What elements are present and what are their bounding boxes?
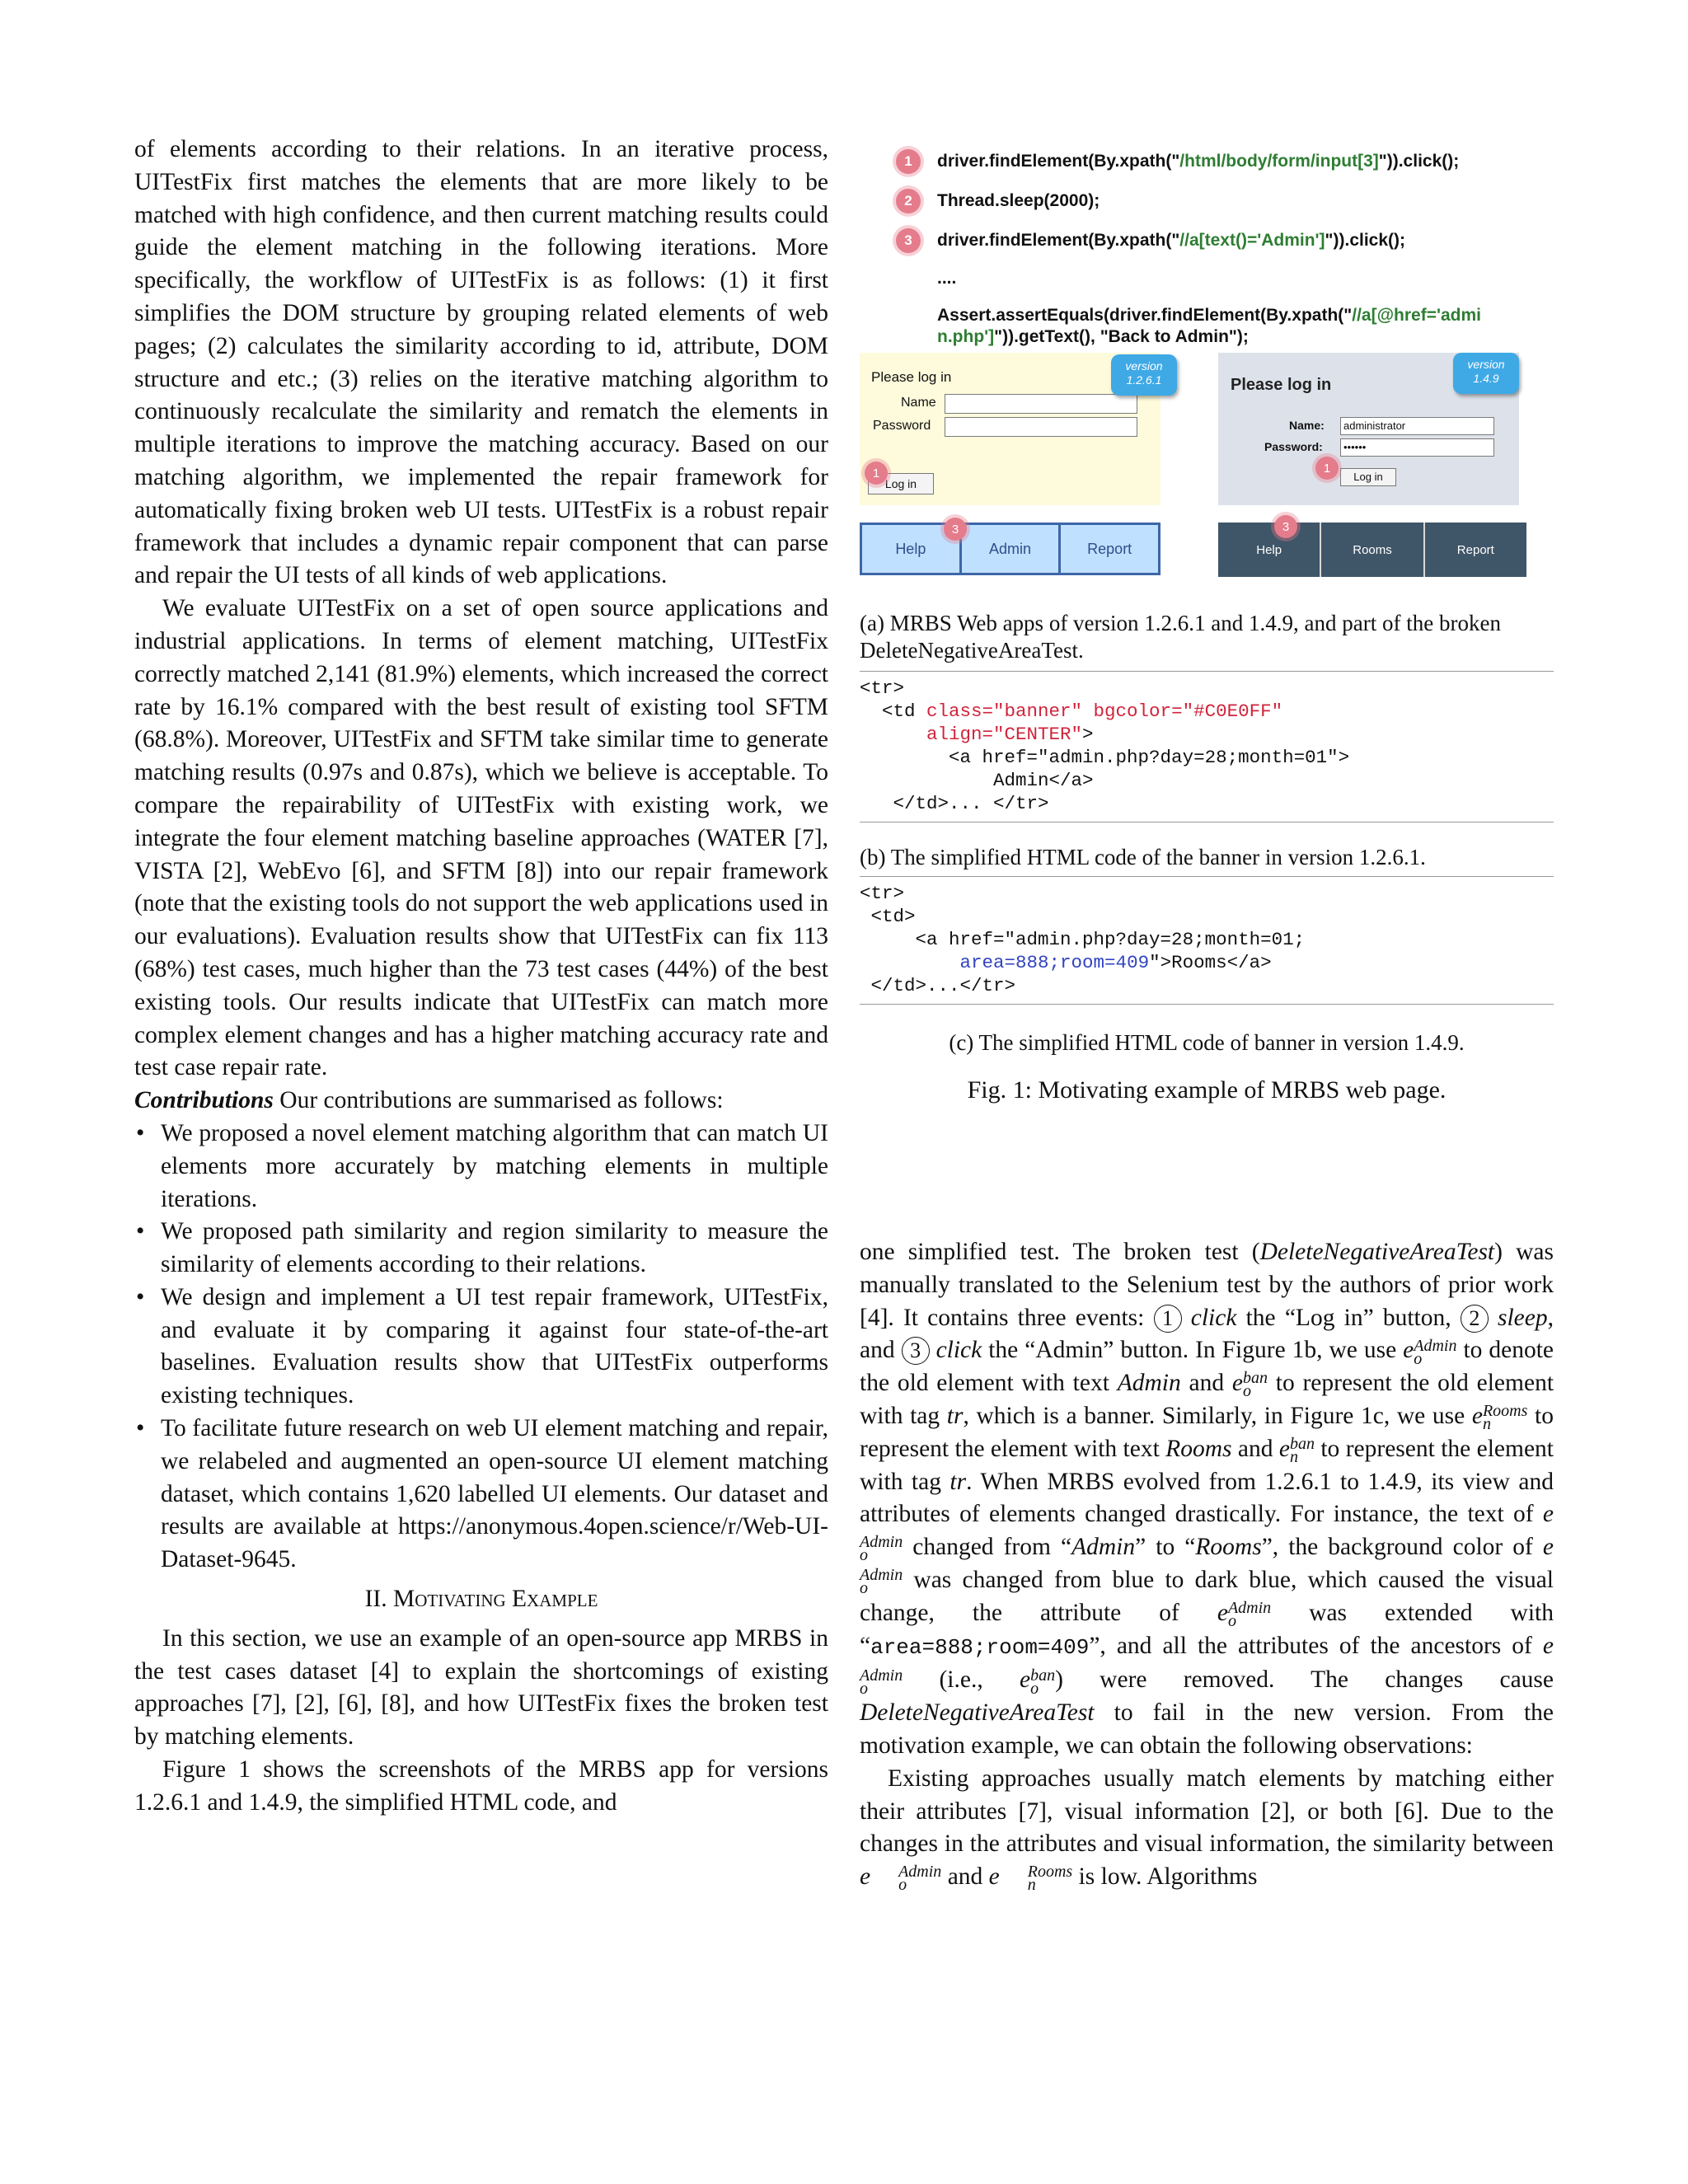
sup: Admin [860,1666,903,1685]
math-index [1242,1369,1268,1401]
right-column-text [860,1236,1554,1894]
sub: o [898,1876,907,1895]
step-code-suffix: ")).click(); [1378,152,1460,171]
math-e: e [988,1863,1000,1891]
contributions-label: Contributions [134,1087,274,1114]
math-index [1482,1402,1528,1434]
code-attr: align="CENTER" [860,724,1083,745]
old-version-badge [1111,354,1177,396]
text-run: was extended with “ [860,1599,1554,1659]
event-verb: click [1190,1304,1237,1331]
new-login-button[interactable]: Log in [1340,468,1396,486]
math-index [1228,1601,1271,1628]
text-run: , which is a banner. Similarly, in Figure 1c, we use [963,1402,1472,1429]
event-number-1: 1 [1154,1305,1182,1333]
sub: o [860,1579,868,1598]
math-e: e [1020,1666,1031,1694]
step-number-badge: 1 [896,149,921,174]
text-run: to represent the element with tag [860,1435,1554,1495]
contributions-intro [134,1085,828,1118]
sub: o [1030,1679,1039,1698]
term: Rooms [1195,1534,1262,1561]
list-item: • To facilitate future research on web UI element matching and repair, we relabeled and augmented an open-source UI element matching dataset, which contains 1,620 labelled UI elements. Our dataset and results are available at https://anonymous.4open.science/r/Web-UI-Dataset-9645. [161,1413,828,1577]
sup: Admin [898,1863,942,1882]
section-heading [134,1583,828,1616]
motivation-paragraph-4 [860,1763,1554,1894]
text-run: ) were removed. The changes cause [1055,1666,1554,1694]
left-column [134,134,828,1820]
sub: o [860,1546,868,1565]
assert-xpath-2: n.php'] [937,327,995,346]
step-code-prefix: driver.findElement(By.xpath(" [937,231,1180,250]
code-line: <tr> [860,677,905,699]
list-item: • We design and implement a UI test repair framework, UITestFix, and evaluate it by comparing it against four state-of-the-art baselines. Evaluation results show that UITestFix outperforms existing techniques. [161,1282,828,1413]
math-e: e [1231,1370,1243,1397]
motivation-paragraph-3 [860,1236,1554,1763]
code-line: <tr> [860,883,905,904]
text-run: was changed from blue to dark blue, which caused the visual change, the attribute of [860,1566,1554,1626]
old-login-step-badge: 1 [865,462,888,485]
term: Admin [1071,1534,1136,1561]
caption-c: (c) The simplified HTML code of banner in version 1.4.9. [949,1030,1465,1055]
event-number-3: 3 [902,1337,930,1365]
text-run: (i.e., [903,1666,1020,1694]
new-password-label: Password: [1264,440,1323,453]
figure-caption: Fig. 1: Motivating example of MRBS web page. [967,1076,1447,1104]
new-login-box [1218,353,1519,505]
new-login-heading: Please log in [1231,376,1332,394]
code-line: <td [860,701,927,722]
new-version-badge [1453,353,1519,394]
new-version-screenshot [1185,353,1540,592]
math-e: e [1403,1337,1414,1364]
event-verb: click [935,1337,982,1364]
code-line: ">Rooms</a> [1149,952,1272,973]
motivation-paragraph-2: Figure 1 shows the screenshots of the MRBS app for versions 1.2.6.1 and 1.4.9, the simplified HTML code, and [134,1756,828,1816]
text-run: to denote the old element with text [860,1337,1554,1397]
new-name-label: Name: [1289,419,1325,432]
test-step-2 [860,181,1554,221]
math-index [1000,1863,1073,1895]
intro-paragraph-2: We evaluate UITestFix on a set of open source applications and industrial applications. In terms of element matching, UITestFix correctly matched 2,141 (81.9%) elements, which increased the correct rate by 16.1% compared with the best result of existing tool SFTM (68.8%). Moreover, UITestFix and SFTM take similar time to generate matching results (0.97s and 0.87s), which we believe is acceptable. To compare the repairability of UITestFix with existing work, we integrate the four element matching baseline approaches (WATER [7], VISTA [2], WebEvo [6], and SFTM [8]) into our repair framework (note that the existing tools do not support the web applications used in our evaluations). Evaluation results show that UITestFix can fix 113 (68%) test cases, much higher than the 73 test cases (44%) of the best existing tools. Our results indicate that UITestFix can match more complex element changes and has a higher matching accuracy rate and test case repair rate. [134,595,828,1081]
sub: o [1242,1382,1251,1401]
sup: Rooms [1027,1863,1073,1882]
old-name-label: Name [901,396,936,410]
old-login-box [860,353,1163,505]
math-e: e [1542,1534,1554,1561]
text-run: ”, the background color of [1261,1534,1543,1561]
term: tr [950,1468,967,1495]
text-run: and [1180,1370,1232,1397]
old-login-heading: Please log in [871,369,952,385]
assert-suffix: ")).getText(), "Back to Admin"); [994,327,1249,346]
new-login-step-badge: 1 [1315,457,1339,480]
sup: ban [1242,1369,1268,1388]
term: Rooms [1165,1435,1232,1462]
new-banner [1218,523,1526,577]
text-run: to fail in the new version. From the motivation example, we can obtain the following observations: [860,1699,1554,1759]
code-block-c [860,876,1554,1005]
code-ellipsis: .... [937,269,957,288]
contributions-list [134,1118,828,1577]
text-run: Existing approaches usually match elements by matching either their attributes [7], visual information [2], or both [6]. Due to the changes in the attributes and visual information, the similarity between [860,1765,1554,1858]
sup: Admin [1227,1599,1272,1617]
sub: n [1289,1448,1298,1467]
text-run: , and [860,1304,1554,1364]
event-verb: sleep [1498,1304,1548,1331]
version-number: 1.2.6.1 [1126,373,1162,387]
test-step-1 [860,142,1554,181]
text-run: changed from “ [903,1534,1072,1561]
math-e: e [1278,1435,1290,1462]
math-e: e [1542,1632,1554,1659]
sup: Rooms [1482,1402,1528,1421]
code-line: Admin</a> [860,770,1094,791]
text-run: . When MRBS evolved from 1.2.6.1 to 1.4.9, its view and attributes of elements changed drastically. For instance, the text of [860,1468,1554,1528]
sub: o [1227,1612,1236,1630]
term: Admin [1117,1370,1181,1397]
term: tr [946,1402,964,1429]
caption-a: (a) MRBS Web apps of version 1.2.6.1 and 1.4.9, and part of the broken DeleteNegativeAreaTest. [860,611,1501,663]
code-line: <a href="admin.php?day=28;month=01; [860,929,1306,950]
step-code-prefix: Thread.sleep(2000); [937,191,1100,210]
step-xpath: //a[text()='Admin'] [1179,231,1325,250]
list-item: • We proposed a novel element matching algorithm that can match UI elements more accurately by matching elements in multiple iterations. [161,1118,828,1216]
math-index [1414,1336,1457,1368]
new-rooms-step-badge: 3 [1274,515,1297,538]
text-run: to represent the element with text [860,1402,1554,1462]
step-number-badge: 3 [896,228,921,253]
new-password-field[interactable]: •••••• [1340,438,1494,457]
step-code-prefix: driver.findElement(By.xpath(" [937,152,1180,171]
text-run: the “Log in” button, [1236,1304,1461,1331]
old-admin-step-badge: 3 [944,518,967,541]
text-run: and [941,1863,989,1891]
code-line: </td>...</tr> [860,975,1016,996]
version-number: 1.4.9 [1473,372,1499,385]
event-number-2: 2 [1461,1305,1489,1333]
old-version-screenshot [860,353,1193,588]
sub: o [1414,1349,1423,1368]
sup: ban [1289,1435,1315,1454]
step-xpath: /html/body/form/input[3] [1179,152,1379,171]
version-label: version [1467,358,1505,371]
test-name: DeleteNegativeAreaTest [860,1699,1095,1727]
code-attr: area=888;room=409 [959,952,1150,973]
math-index [860,1533,903,1565]
text-run: ”, and all the attributes of the ancestors of [1089,1632,1543,1659]
old-password-field[interactable] [945,417,1137,437]
math-index [1289,1435,1315,1467]
test-name: DeleteNegativeAreaTest [1259,1239,1495,1265]
math-index [860,1666,903,1698]
intro-paragraph-1: of elements according to their relations. In an iterative process, UITestFix first matches the elements that are more likely to be matched with high confidence, and then current matching results could guide the element matching in the following iterations. More specifically, the workflow of UITestFix is as follows: (1) it first simplifies the DOM structure by grouping related elements of web pages; (2) calculates the similarity according to id, attribute, DOM structure and etc.; (3) relies on the iterative matching algorithm to continuously recalculate the similarity and rematch the elements in multiple iterations to improve the matching accuracy. Based on our matching algorithm, we implemented the repair framework for automatically fixing broken web UI tests. UITestFix is a robust repair framework that includes a dynamic repair component that can parse and repair the UI tests of all kinds of web applications. [134,136,828,589]
new-banner-report[interactable]: Report [1456,542,1494,557]
step-code-suffix: ")).click(); [1325,231,1406,250]
step-number-badge: 2 [896,189,921,213]
text-run: to represent the old element with tag [860,1370,1554,1429]
section-number: II. [364,1586,387,1613]
code-attr: class="banner" bgcolor="#C0E0FF" [926,701,1283,722]
old-name-field[interactable] [945,394,1137,414]
sup: Admin [1414,1336,1457,1355]
figure-1 [860,142,1554,1104]
text-run: ” to “ [1135,1534,1196,1561]
old-password-label: Password [873,419,931,433]
math-e: e [1217,1599,1228,1626]
new-banner-rooms[interactable]: Rooms [1321,523,1424,577]
assert-prefix: Assert.assertEquals(driver.findElement(By.xpath(" [937,306,1353,325]
text-run: and [1231,1435,1279,1462]
math-e: e [1471,1402,1483,1429]
app-screenshots [860,353,1554,592]
assert-statement [937,305,1554,348]
old-banner-report[interactable]: Report [1087,540,1132,557]
code-line: <td> [860,906,916,927]
old-login-button[interactable]: Log in [868,473,934,494]
caption-b: (b) The simplified HTML code of the banner in version 1.2.6.1. [860,845,1426,869]
math-e: e [860,1863,871,1891]
sub: n [1027,1876,1036,1895]
old-banner-admin[interactable]: Admin [962,525,1062,573]
assert-xpath-1: //a[@href='admi [1352,306,1481,325]
motivation-paragraph-1: In this section, we use an example of an open-source app MRBS in the test cases dataset [4] to explain the shortcomings of existing approaches [7], [2], [6], [8], and how UITestFix fixes the broken test by matching elements. [134,1624,828,1750]
text-run: the “Admin” button. In Figure 1b, we use [982,1337,1404,1364]
code-line: <a href="admin.php?day=28;month=01"> [860,747,1350,768]
old-banner [860,523,1160,575]
text-run: ) was manually translated to the Selenium test by the authors of prior work [4]. It contains three events: [860,1239,1554,1331]
code-line [860,952,960,973]
sup: ban [1030,1666,1056,1685]
test-step-3 [860,221,1554,260]
new-name-field[interactable]: administrator [1340,417,1494,435]
code-line: </td>... </tr> [860,793,1049,814]
sub: n [1482,1415,1491,1434]
sub: o [860,1679,868,1698]
math-index [870,1863,942,1895]
list-item: • We proposed path similarity and region similarity to measure the similarity of elements according to their relations. [161,1216,828,1282]
new-banner-help[interactable]: Help [1218,523,1321,577]
attribute-code: area=888;room=409 [870,1634,1090,1660]
math-index [860,1566,903,1598]
text-run: is low. Algorithms [1072,1863,1258,1891]
sup: Admin [860,1533,903,1552]
math-index [1030,1666,1056,1698]
version-label: version [1125,359,1163,373]
section-title: Motivating Example [393,1586,598,1613]
sup: Admin [860,1566,903,1585]
contributions-intro-text: Our contributions are summarised as follows: [273,1087,724,1114]
code-line: > [1082,724,1094,745]
old-banner-help[interactable]: Help [862,525,962,573]
code-block-b [860,671,1554,823]
text-run: one simplified test. The broken test ( [860,1239,1260,1265]
math-e: e [1542,1501,1554,1528]
